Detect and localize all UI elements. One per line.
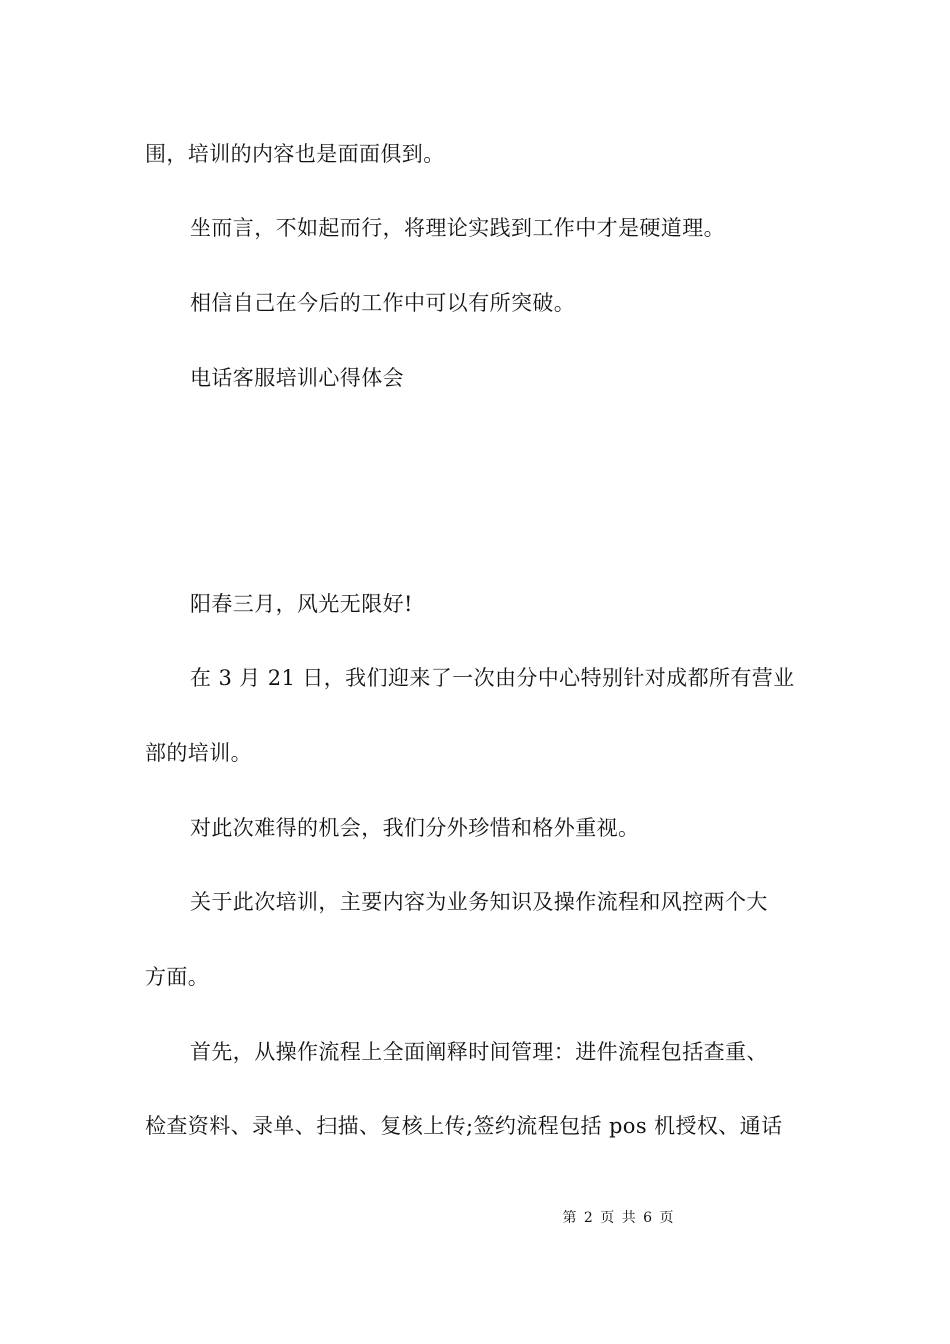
page-footer [0,1208,950,1228]
paragraph-line: 阳春三月，风光无限好! [190,592,413,616]
paragraph-line: 部的培训。 [145,741,252,765]
section-heading: 电话客服培训心得体会 [190,366,404,390]
page-number: 第 2 页 共 6 页 [562,1210,674,1226]
paragraph-line: 检查资料、录单、扫描、复核上传;签约流程包括 pos 机授权、通话 [145,1114,783,1138]
paragraph-line: 首先，从操作流程上全面阐释时间管理：进件流程包括查重、 [190,1040,768,1064]
paragraph-line: 相信自己在今后的工作中可以有所突破。 [190,291,576,315]
paragraph-line: 围，培训的内容也是面面俱到。 [145,142,445,166]
paragraph-line: 关于此次培训，主要内容为业务知识及操作流程和风控两个大 [190,890,768,914]
paragraph-line: 方面。 [145,965,210,989]
paragraph-line: 对此次难得的机会，我们分外珍惜和格外重视。 [190,816,640,840]
paragraph-line: 在 3 月 21 日，我们迎来了一次由分中心特别针对成都所有营业 [190,666,795,690]
paragraph-line: 坐而言，不如起而行，将理论实践到工作中才是硬道理。 [190,216,725,240]
